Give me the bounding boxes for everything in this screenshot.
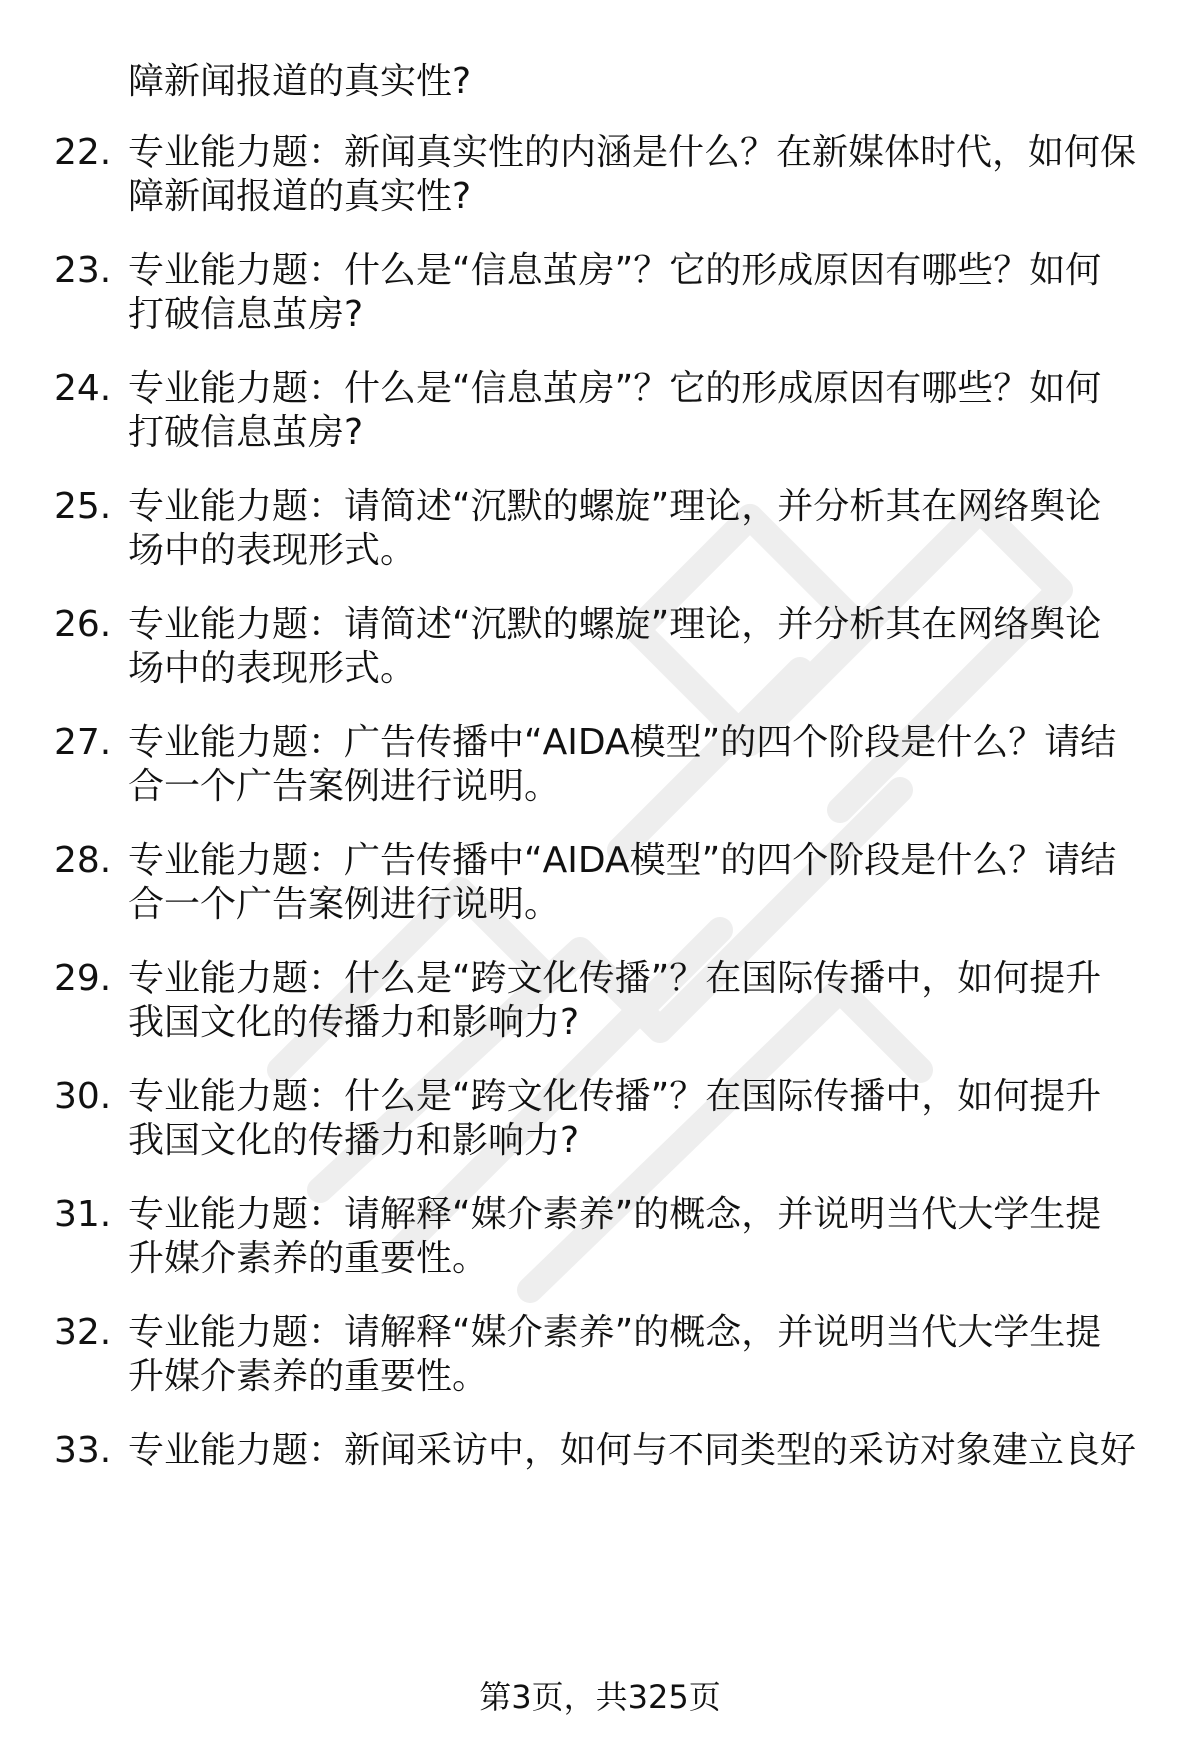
question-number: 28. (54, 840, 112, 881)
question-number: 26. (54, 604, 112, 645)
question-number: 33. (54, 1430, 112, 1471)
question-text-line1: 专业能力题：请解释“媒介素养”的概念，并说明当代大学生提 (128, 1312, 1102, 1353)
question-number: 25. (54, 486, 112, 527)
question-text-line2: 我国文化的传播力和影响力? (128, 1120, 580, 1161)
question-text-line1: 专业能力题：请简述“沉默的螺旋”理论，并分析其在网络舆论 (128, 486, 1102, 527)
question-text-line2: 合一个广告案例进行说明。 (128, 884, 561, 925)
question-number: 30. (54, 1076, 112, 1117)
question-text-line2: 打破信息茧房? (128, 412, 364, 453)
question-text-line2: 我国文化的传播力和影响力? (128, 1002, 580, 1043)
question-number: 22. (54, 132, 112, 173)
question-number: 23. (54, 250, 112, 291)
question-text-line2: 合一个广告案例进行说明。 (128, 766, 561, 807)
question-text-line2: 场中的表现形式。 (128, 648, 417, 689)
question-text-line1: 专业能力题：什么是“信息茧房”？它的形成原因有哪些？如何 (128, 368, 1102, 409)
question-text-line2: 升媒介素养的重要性。 (128, 1238, 489, 1279)
question-number: 31. (54, 1194, 112, 1235)
question-number: 32. (54, 1312, 112, 1353)
question-text-line1: 专业能力题：请简述“沉默的螺旋”理论，并分析其在网络舆论 (128, 604, 1102, 645)
question-text-line2: 升媒介素养的重要性。 (128, 1356, 489, 1397)
question-number: 29. (54, 958, 112, 999)
continuation-line: 障新闻报道的真实性? (128, 61, 472, 102)
question-text-line1: 专业能力题：什么是“跨文化传播”？在国际传播中，如何提升 (128, 958, 1102, 999)
question-text-line1: 专业能力题：什么是“跨文化传播”？在国际传播中，如何提升 (128, 1076, 1102, 1117)
question-text-line1: 专业能力题：请解释“媒介素养”的概念，并说明当代大学生提 (128, 1194, 1102, 1235)
question-text-line1: 专业能力题：什么是“信息茧房”？它的形成原因有哪些？如何 (128, 250, 1102, 291)
question-text-line1: 专业能力题：新闻采访中，如何与不同类型的采访对象建立良好 (128, 1430, 1137, 1471)
question-text-line2: 障新闻报道的真实性? (128, 176, 472, 217)
question-text-line2: 打破信息茧房? (128, 294, 364, 335)
page-footer: 第3页，共325页 (479, 1678, 721, 1716)
question-text-line1: 专业能力题：新闻真实性的内涵是什么？在新媒体时代，如何保 (128, 132, 1137, 173)
question-text-line1: 专业能力题：广告传播中“AIDA模型”的四个阶段是什么？请结 (128, 722, 1117, 763)
question-number: 27. (54, 722, 112, 763)
question-text-line1: 专业能力题：广告传播中“AIDA模型”的四个阶段是什么？请结 (128, 840, 1117, 881)
question-text-line2: 场中的表现形式。 (128, 530, 417, 571)
question-number: 24. (54, 368, 112, 409)
